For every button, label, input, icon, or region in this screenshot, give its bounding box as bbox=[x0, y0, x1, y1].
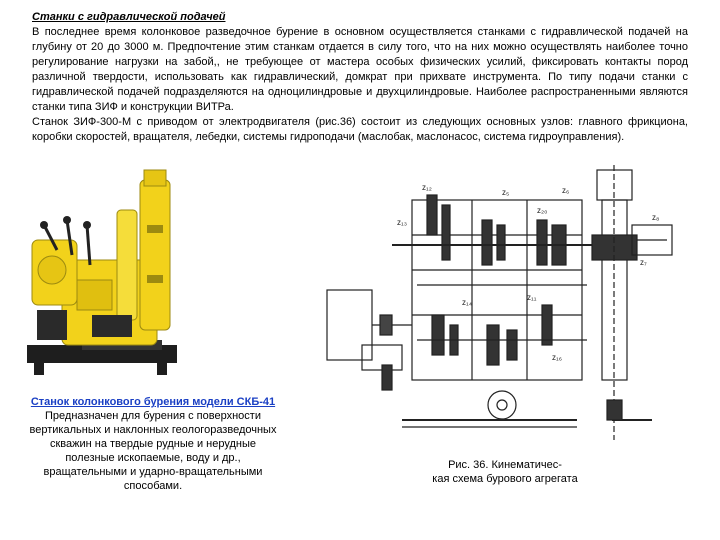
svg-text:z₆: z₆ bbox=[562, 186, 570, 195]
svg-text:z₅: z₅ bbox=[502, 188, 510, 197]
figure-caption-line2: кая схема бурового агрегата bbox=[432, 473, 578, 485]
figure-caption-line1: Рис. 36. Кинематичес- bbox=[448, 459, 562, 471]
kinematic-scheme-diagram bbox=[322, 165, 692, 445]
svg-text:z₁₆: z₁₆ bbox=[552, 353, 562, 362]
paragraph-hydraulic-feed: В последнее время колонковое разведочное бурение в основном осуществляется станками с гидравлической подачей на глубину от 20 до 3000 м. Предпочтение этим станкам отдается в силу того, что на них можно осуществлять наиболее точно регулирование нагрузки на забой,, не требующее от мастера особых физических усилий, фиксировать контакты пород различной твердости, использовать как гидравлический, домкрат при прихвате инструмента. По типу подачи станки с гидравлической подачей подразделяются на одноцилиндровые и двухцилиндровые. Наиболее распространенными являются станки типа ЗИФ и конструкции ВИТРа. bbox=[32, 26, 688, 113]
section-heading: Станки с гидравлической подачей bbox=[32, 11, 226, 23]
svg-text:z₇: z₇ bbox=[640, 258, 647, 267]
photo-caption-description: Предназначен для бурения с поверхности вертикальных и наклонных геологоразведочных скважин на твердые рудные и нерудные полезные ископаемые, воду и др., вращательными и ударно-вращательными способами. bbox=[29, 410, 277, 492]
article-text bbox=[32, 10, 688, 145]
photo-caption-title[interactable]: Станок колонкового бурения модели СКБ-41 bbox=[30, 396, 276, 408]
drilling-rig-photo bbox=[22, 165, 192, 380]
paragraph-zif-300m: Станок ЗИФ-300-М с приводом от электродвигателя (рис.36) состоит из следующих основных узлов: главного фрикциона, коробки скоростей, вращателя, лебедки, системы гидроподачи (маслобак, маслонасос, система гидроуправления). bbox=[32, 116, 688, 143]
svg-text:z₁₃: z₁₃ bbox=[397, 218, 407, 227]
svg-text:z₁₂: z₁₂ bbox=[422, 183, 432, 192]
svg-text:z₈: z₈ bbox=[652, 213, 660, 222]
photo-caption bbox=[28, 395, 278, 493]
svg-text:z₁₁: z₁₁ bbox=[527, 293, 537, 302]
svg-text:z₂₀: z₂₀ bbox=[537, 206, 548, 215]
svg-text:z₁₄: z₁₄ bbox=[462, 298, 472, 307]
figure-caption bbox=[405, 458, 605, 486]
